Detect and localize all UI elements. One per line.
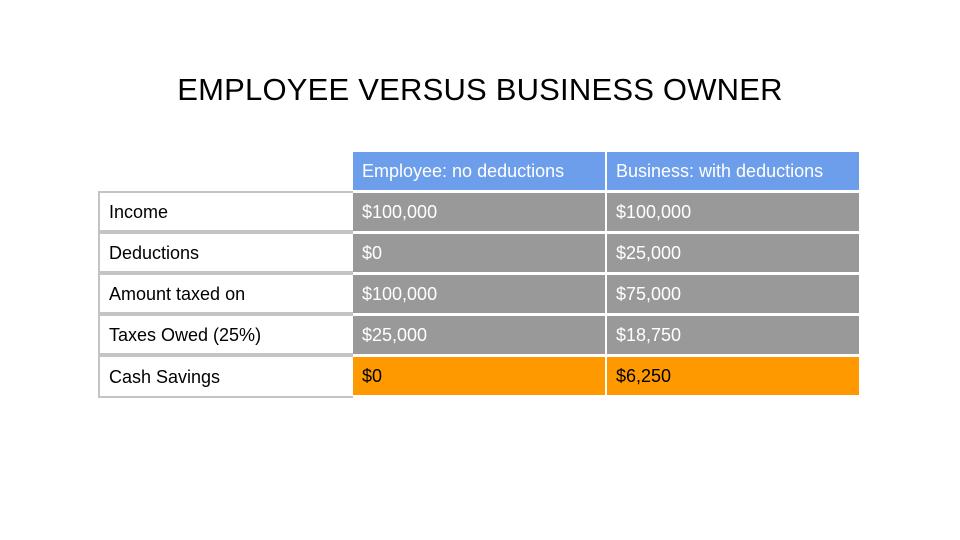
cell-employee-taxes-owed: $25,000: [353, 316, 605, 354]
cell-business-cash-savings: $6,250: [607, 357, 859, 395]
cell-business-amount-taxed: $75,000: [607, 275, 859, 313]
row-label-taxes-owed: Taxes Owed (25%): [98, 314, 353, 355]
row-label-cash-savings: Cash Savings: [98, 355, 353, 398]
cell-employee-income: $100,000: [353, 193, 605, 231]
cell-business-taxes-owed: $18,750: [607, 316, 859, 354]
header-employee: Employee: no deductions: [353, 152, 605, 190]
slide-title: EMPLOYEE VERSUS BUSINESS OWNER: [177, 72, 783, 107]
cell-business-deductions: $25,000: [607, 234, 859, 272]
row-label-amount-taxed: Amount taxed on: [98, 273, 353, 314]
cell-employee-cash-savings: $0: [353, 357, 605, 395]
header-business: Business: with deductions: [607, 152, 859, 190]
row-label-deductions: Deductions: [98, 232, 353, 273]
cell-employee-deductions: $0: [353, 234, 605, 272]
row-label-income: Income: [98, 191, 353, 232]
cell-employee-amount-taxed: $100,000: [353, 275, 605, 313]
cell-business-income: $100,000: [607, 193, 859, 231]
